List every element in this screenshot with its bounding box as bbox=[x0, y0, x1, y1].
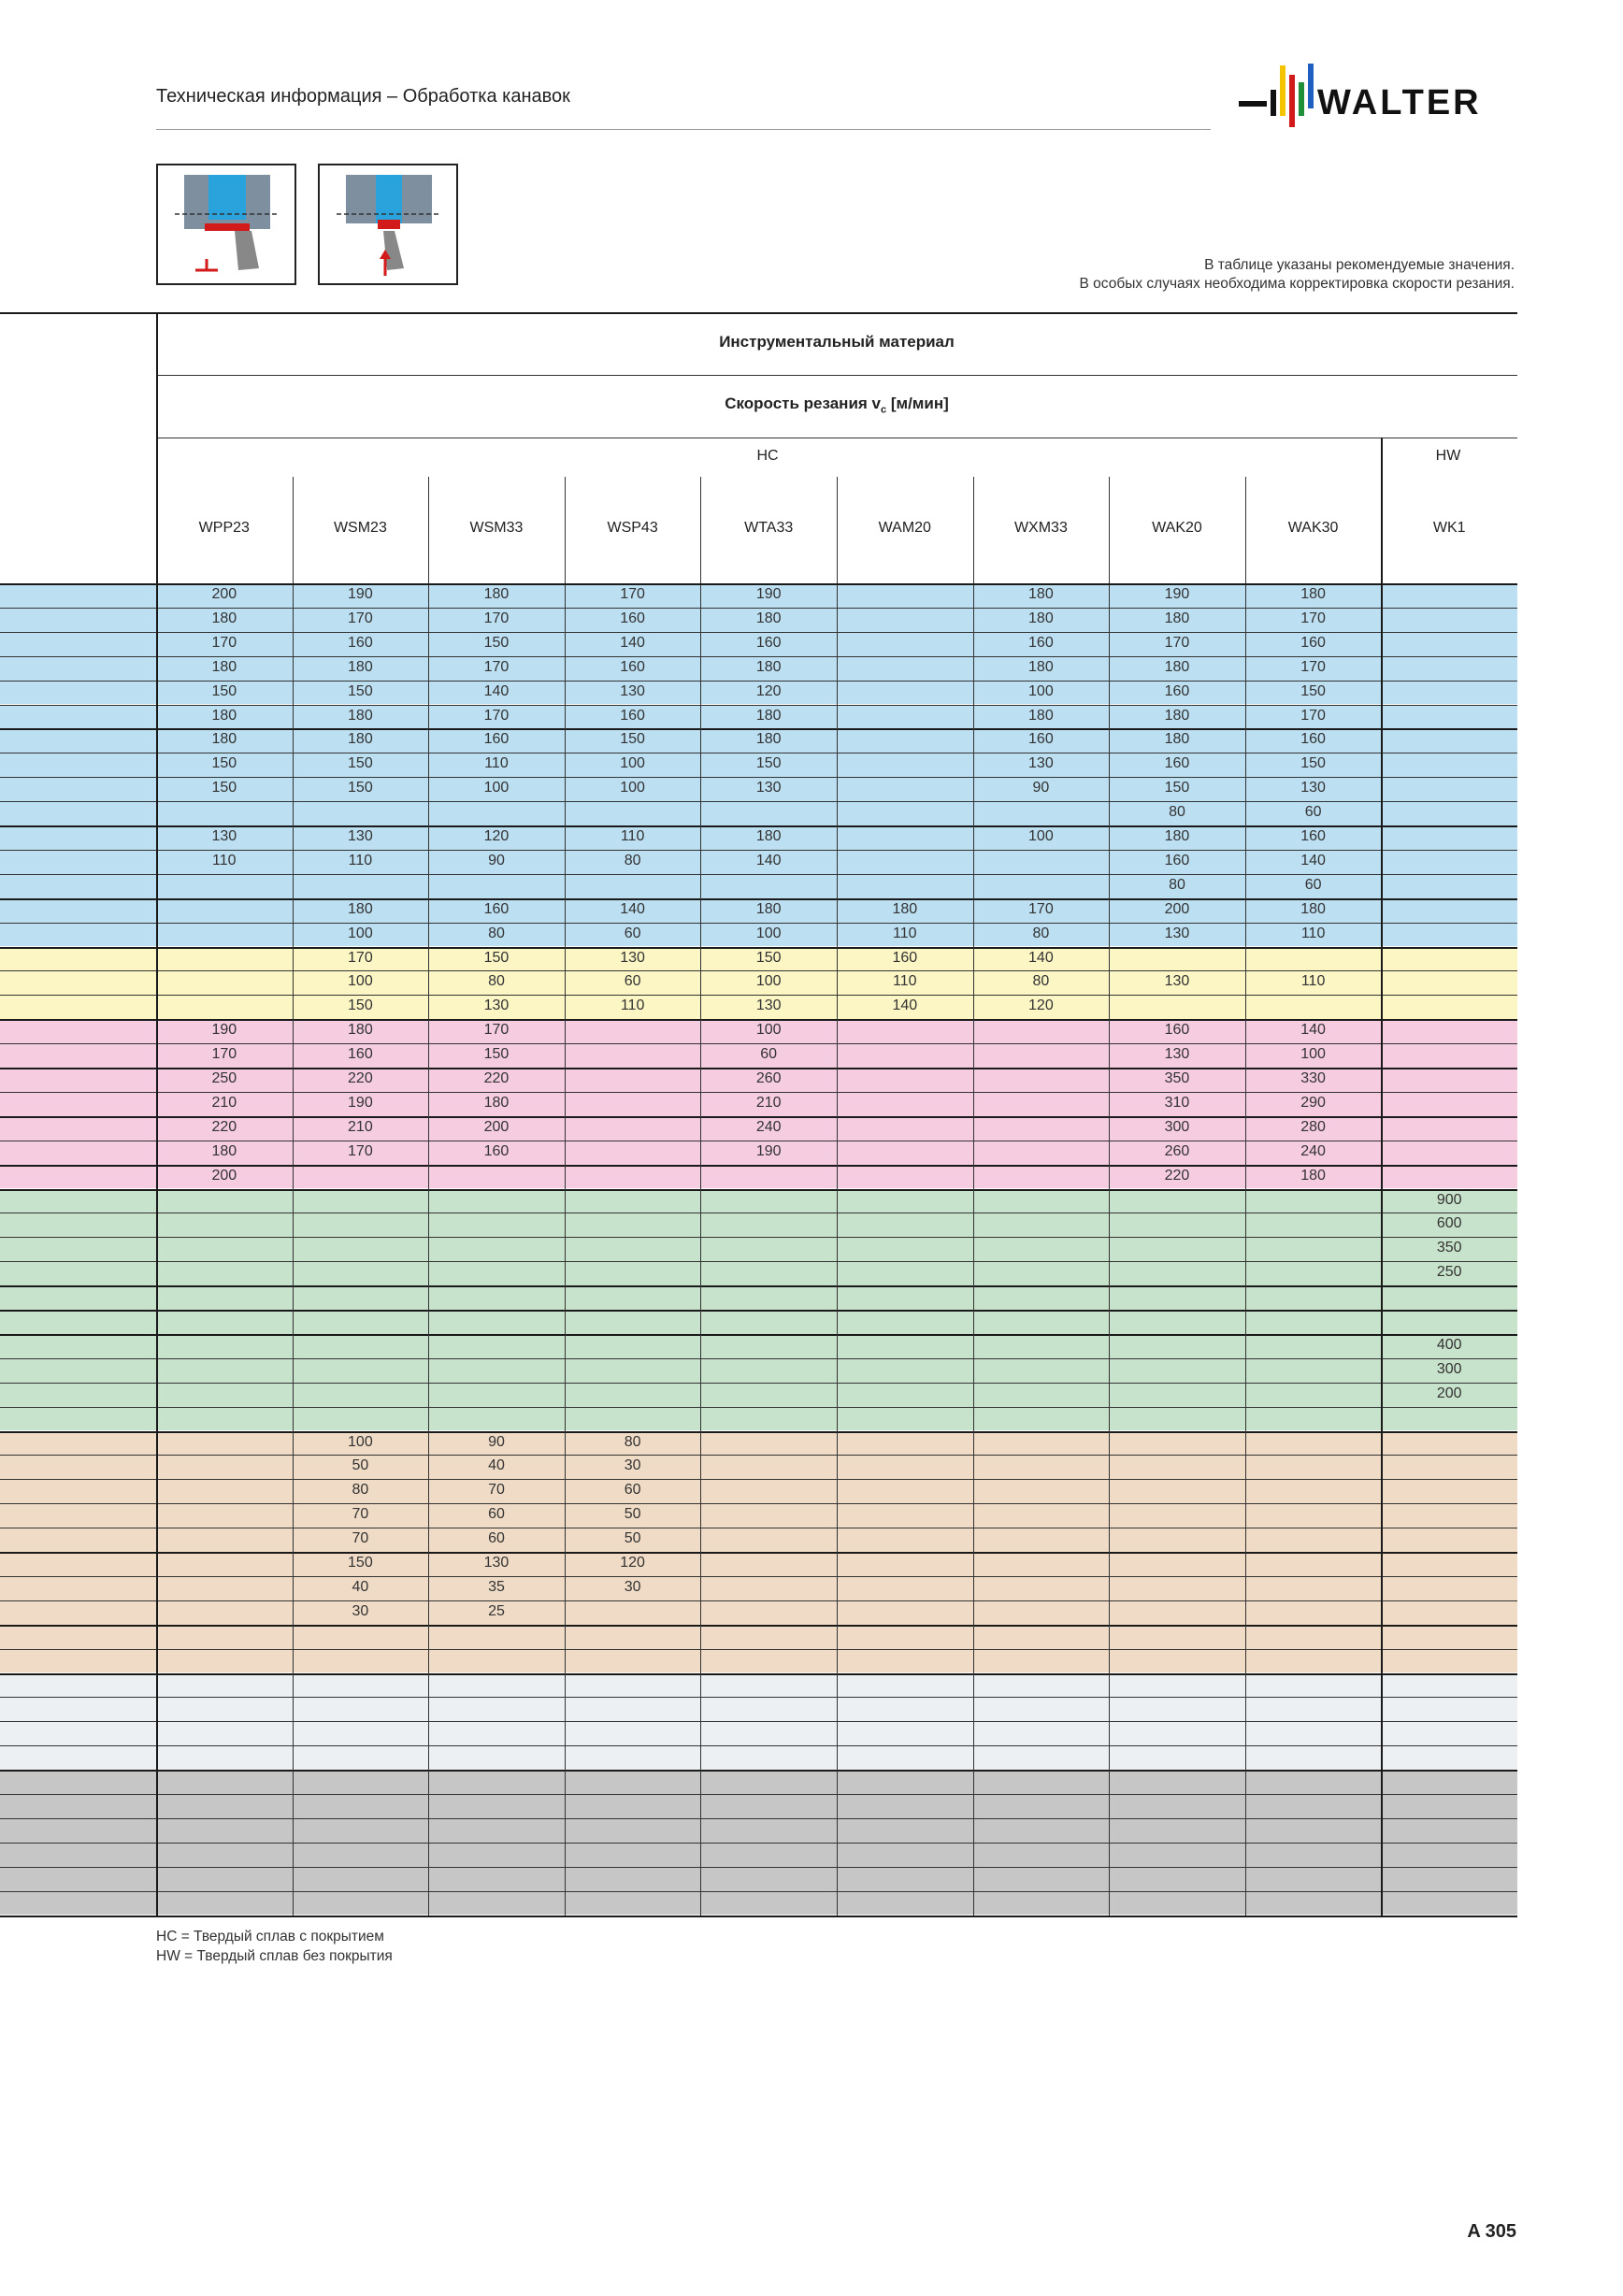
header-rule-caption bbox=[156, 375, 1517, 376]
table-cell: 200 bbox=[1164, 900, 1190, 917]
table-cell: 200 bbox=[483, 1118, 510, 1135]
row-rule bbox=[0, 1334, 1517, 1336]
table-row bbox=[0, 1455, 1517, 1479]
table-cell: 160 bbox=[1164, 852, 1190, 868]
table-cell: 60 bbox=[488, 1506, 505, 1523]
table-cell: 120 bbox=[620, 1555, 645, 1571]
table-caption-tool-material: Инструментальный материал bbox=[719, 333, 955, 351]
table-row bbox=[0, 1867, 1517, 1891]
table-cell: 150 bbox=[348, 682, 373, 699]
table-cell: 120 bbox=[1028, 997, 1054, 1014]
table-cell: 40 bbox=[352, 1578, 369, 1595]
table-cell: 60 bbox=[1304, 876, 1322, 893]
caption-speed-prefix: Скорость резания v bbox=[725, 395, 881, 412]
table-cell: 70 bbox=[488, 1482, 505, 1499]
table-row bbox=[0, 1576, 1517, 1600]
table-cell: 70 bbox=[352, 1530, 369, 1547]
table-cell: 80 bbox=[624, 852, 641, 868]
table-cell: 180 bbox=[1164, 707, 1190, 724]
table-cell: 80 bbox=[488, 925, 505, 941]
table-cell: 60 bbox=[624, 973, 641, 990]
table-cell: 180 bbox=[483, 1094, 510, 1111]
table-cell: 200 bbox=[211, 1167, 237, 1184]
note-line-1: В таблице указаны рекомендуемые значения. bbox=[1204, 257, 1515, 273]
row-rule bbox=[0, 1358, 1517, 1359]
table-cell: 60 bbox=[624, 1482, 641, 1499]
table-row bbox=[0, 1407, 1517, 1431]
table-cell: 180 bbox=[1028, 610, 1054, 626]
column-header-wak30: WAK30 bbox=[1287, 520, 1339, 536]
table-cell: 300 bbox=[1164, 1118, 1190, 1135]
table-row bbox=[0, 1600, 1517, 1625]
table-cell: 220 bbox=[483, 1070, 510, 1086]
table-cell: 80 bbox=[352, 1482, 369, 1499]
table-cell: 180 bbox=[755, 731, 782, 748]
table-row bbox=[0, 1721, 1517, 1745]
table-cell: 150 bbox=[348, 1555, 373, 1571]
table-cell: 190 bbox=[348, 1094, 373, 1111]
table-cell: 40 bbox=[488, 1457, 505, 1474]
table-cell: 150 bbox=[1300, 682, 1326, 699]
column-rule bbox=[565, 477, 566, 1916]
column-header-wsp43: WSP43 bbox=[607, 520, 658, 536]
table-cell: 220 bbox=[348, 1070, 373, 1086]
table-row bbox=[0, 1794, 1517, 1818]
caption-speed-suffix: [м/мин] bbox=[886, 395, 949, 412]
table-row bbox=[0, 1479, 1517, 1503]
table-cell: 180 bbox=[483, 586, 510, 602]
table-cell: 150 bbox=[755, 755, 782, 772]
table-cell: 330 bbox=[1300, 1070, 1326, 1086]
table-cell: 220 bbox=[1164, 1167, 1190, 1184]
column-rule bbox=[293, 477, 294, 1916]
table-cell: 140 bbox=[755, 852, 782, 868]
table-cell: 180 bbox=[1300, 1167, 1326, 1184]
table-cell: 180 bbox=[348, 1022, 373, 1039]
table-cell: 140 bbox=[1300, 1022, 1326, 1039]
table-cell: 180 bbox=[1300, 900, 1326, 917]
column-header-wxm33: WXM33 bbox=[1013, 520, 1068, 536]
table-cell: 150 bbox=[211, 682, 237, 699]
row-rule bbox=[0, 1285, 1517, 1287]
table-cell: 160 bbox=[483, 900, 510, 917]
table-cell: 170 bbox=[1164, 634, 1190, 651]
table-cell: 310 bbox=[1164, 1094, 1190, 1111]
page-title: Техническая информация – Обработка канавок bbox=[156, 86, 570, 107]
table-cell: 160 bbox=[1300, 634, 1326, 651]
row-rule bbox=[0, 1310, 1517, 1312]
table-cell: 600 bbox=[1436, 1215, 1462, 1232]
table-cell: 180 bbox=[1164, 658, 1190, 675]
table-cell: 150 bbox=[348, 780, 373, 796]
column-rule bbox=[973, 477, 974, 1916]
table-cell: 110 bbox=[484, 755, 509, 772]
table-row bbox=[0, 1261, 1517, 1285]
brand-wordmark: WALTER bbox=[1317, 83, 1482, 122]
table-cell: 100 bbox=[348, 925, 373, 941]
column-rule bbox=[1109, 477, 1110, 1916]
table-cell: 180 bbox=[755, 610, 782, 626]
table-cell: 150 bbox=[1300, 755, 1326, 772]
table-cell: 90 bbox=[1032, 780, 1050, 796]
table-cell: 120 bbox=[483, 828, 510, 844]
table-cell: 190 bbox=[1164, 586, 1190, 602]
row-rule bbox=[0, 1479, 1517, 1480]
table-cell: 60 bbox=[760, 1046, 778, 1063]
row-rule bbox=[0, 1843, 1517, 1844]
table-cell: 180 bbox=[211, 658, 237, 675]
table-cell: 80 bbox=[624, 1433, 641, 1450]
table-cell: 130 bbox=[620, 682, 645, 699]
table-cell: 140 bbox=[1028, 949, 1054, 966]
row-rule bbox=[0, 1503, 1517, 1504]
table-cell: 30 bbox=[624, 1578, 641, 1595]
table-row bbox=[0, 1649, 1517, 1673]
table-bottom-rule bbox=[0, 1916, 1517, 1917]
table-cell: 180 bbox=[1164, 610, 1190, 626]
table-cell: 140 bbox=[892, 997, 918, 1014]
caption-speed-sub: c bbox=[881, 404, 887, 416]
table-cell: 60 bbox=[488, 1530, 505, 1547]
table-caption-cutting-speed bbox=[156, 395, 1517, 415]
table-row bbox=[0, 1431, 1517, 1456]
table-cell: 190 bbox=[755, 1142, 782, 1159]
table-cell: 180 bbox=[211, 610, 237, 626]
table-cell: 150 bbox=[483, 634, 510, 651]
table-cell: 180 bbox=[1028, 586, 1054, 602]
table-cell: 240 bbox=[1300, 1142, 1326, 1159]
table-cell: 210 bbox=[211, 1094, 237, 1111]
table-cell: 210 bbox=[348, 1118, 373, 1135]
table-cell: 200 bbox=[1436, 1385, 1462, 1401]
row-rule bbox=[0, 1552, 1517, 1554]
row-rule bbox=[0, 1673, 1517, 1675]
table-cell: 210 bbox=[755, 1094, 782, 1111]
table-cell: 220 bbox=[211, 1118, 237, 1135]
row-rule bbox=[0, 1891, 1517, 1892]
table-cell: 100 bbox=[620, 755, 645, 772]
table-row bbox=[0, 1745, 1517, 1770]
table-cell: 150 bbox=[620, 731, 645, 748]
table-cell: 180 bbox=[211, 707, 237, 724]
table-cell: 80 bbox=[1032, 925, 1050, 941]
table-cell: 130 bbox=[755, 997, 782, 1014]
table-cell: 30 bbox=[624, 1457, 641, 1474]
table-cell: 250 bbox=[211, 1070, 237, 1086]
table-cell: 300 bbox=[1436, 1360, 1462, 1377]
table-row bbox=[0, 1673, 1517, 1698]
table-cell: 260 bbox=[755, 1070, 782, 1086]
table-row bbox=[0, 1383, 1517, 1407]
table-cell: 140 bbox=[483, 682, 510, 699]
table-cell: 90 bbox=[488, 852, 505, 868]
table-row bbox=[0, 1818, 1517, 1843]
table-cell: 100 bbox=[755, 973, 782, 990]
table-cell: 140 bbox=[620, 900, 645, 917]
row-rule bbox=[0, 1455, 1517, 1456]
table-cell: 160 bbox=[348, 1046, 373, 1063]
table-row bbox=[0, 1285, 1517, 1310]
table-cell: 170 bbox=[211, 1046, 237, 1063]
table-cell: 290 bbox=[1300, 1094, 1326, 1111]
table-cell: 280 bbox=[1300, 1118, 1326, 1135]
table-cell: 110 bbox=[620, 997, 645, 1014]
group-label-hc: HC bbox=[756, 448, 779, 464]
row-rule bbox=[0, 1697, 1517, 1698]
table-row bbox=[0, 1503, 1517, 1528]
table-cell: 170 bbox=[1028, 900, 1054, 917]
table-cell: 150 bbox=[755, 949, 782, 966]
table-cell: 180 bbox=[755, 707, 782, 724]
table-cell: 140 bbox=[1300, 852, 1326, 868]
row-rule bbox=[0, 1383, 1517, 1384]
table-cell: 80 bbox=[1032, 973, 1050, 990]
column-rule bbox=[700, 477, 701, 1916]
table-cell: 250 bbox=[1436, 1264, 1462, 1281]
table-cell: 160 bbox=[1300, 731, 1326, 748]
table-cell: 350 bbox=[1164, 1070, 1190, 1086]
column-header-wam20: WAM20 bbox=[878, 520, 931, 536]
row-rule bbox=[0, 1649, 1517, 1650]
row-rule bbox=[0, 1261, 1517, 1262]
table-cell: 170 bbox=[1300, 707, 1326, 724]
table-cell: 160 bbox=[755, 634, 782, 651]
table-cell: 90 bbox=[488, 1433, 505, 1450]
table-row bbox=[0, 1552, 1517, 1576]
table-cell: 130 bbox=[1300, 780, 1326, 796]
table-cell: 100 bbox=[620, 780, 645, 796]
table-row bbox=[0, 1770, 1517, 1794]
table-cell: 180 bbox=[1164, 828, 1190, 844]
table-cell: 170 bbox=[483, 707, 510, 724]
table-row bbox=[0, 1310, 1517, 1334]
table-cell: 160 bbox=[348, 634, 373, 651]
row-rule bbox=[0, 1818, 1517, 1819]
table-cell: 170 bbox=[211, 634, 237, 651]
table-cell: 160 bbox=[483, 1142, 510, 1159]
note-line-2: В особых случаях необходима корректировка скорости резания. bbox=[1079, 276, 1515, 292]
table-cell: 100 bbox=[755, 925, 782, 941]
table-row bbox=[0, 1237, 1517, 1261]
table-cell: 160 bbox=[620, 707, 645, 724]
table-cell: 160 bbox=[620, 658, 645, 675]
row-rule bbox=[0, 1625, 1517, 1627]
table-cell: 180 bbox=[755, 658, 782, 675]
table-cell: 110 bbox=[1300, 925, 1326, 941]
footnotes bbox=[156, 1927, 393, 1966]
table-row bbox=[0, 1891, 1517, 1916]
table-cell: 100 bbox=[1028, 682, 1054, 699]
column-header-wsm33: WSM33 bbox=[469, 520, 524, 536]
table-cell: 180 bbox=[1164, 731, 1190, 748]
table-cell: 170 bbox=[620, 586, 645, 602]
row-rule bbox=[0, 1794, 1517, 1795]
footnote-hc: HC = Твердый сплав с покрытием bbox=[156, 1929, 384, 1944]
table-row bbox=[0, 1189, 1517, 1213]
table-cell: 160 bbox=[1028, 731, 1054, 748]
table-cell: 130 bbox=[1164, 973, 1190, 990]
table-cell: 180 bbox=[348, 731, 373, 748]
table-cell: 170 bbox=[483, 1022, 510, 1039]
table-row bbox=[0, 1334, 1517, 1358]
table-cell: 110 bbox=[893, 973, 917, 990]
table-cell: 60 bbox=[1304, 804, 1322, 821]
table-cell: 130 bbox=[1028, 755, 1054, 772]
table-cell: 170 bbox=[483, 610, 510, 626]
table-cell: 130 bbox=[483, 997, 510, 1014]
table-cell: 150 bbox=[211, 755, 237, 772]
table-cell: 160 bbox=[1164, 1022, 1190, 1039]
column-header-wta33: WTA33 bbox=[744, 520, 794, 536]
row-rule bbox=[0, 1721, 1517, 1722]
table-cell: 120 bbox=[755, 682, 782, 699]
row-rule bbox=[0, 1770, 1517, 1772]
table-cell: 160 bbox=[1300, 828, 1326, 844]
table-cell: 50 bbox=[624, 1506, 641, 1523]
column-header-wk1: WK1 bbox=[1432, 520, 1466, 536]
table-cell: 100 bbox=[483, 780, 510, 796]
table-cell: 190 bbox=[348, 586, 373, 602]
table-cell: 30 bbox=[352, 1602, 369, 1619]
table-cell: 150 bbox=[1164, 780, 1190, 796]
table-cell: 100 bbox=[1028, 828, 1054, 844]
table-cell: 130 bbox=[348, 828, 373, 844]
table-cell: 100 bbox=[348, 973, 373, 990]
table-cell: 160 bbox=[1164, 682, 1190, 699]
table-cell: 150 bbox=[211, 780, 237, 796]
table-cell: 130 bbox=[211, 828, 237, 844]
column-header-wpp23: WPP23 bbox=[198, 520, 250, 536]
table-cell: 110 bbox=[620, 828, 645, 844]
column-header-wsm23: WSM23 bbox=[333, 520, 387, 536]
table-cell: 50 bbox=[624, 1530, 641, 1547]
table-cell: 180 bbox=[211, 731, 237, 748]
table-cell: 25 bbox=[488, 1602, 505, 1619]
table-cell: 170 bbox=[348, 610, 373, 626]
table-cell: 50 bbox=[352, 1457, 369, 1474]
row-rule bbox=[0, 1189, 1517, 1191]
column-rule bbox=[837, 477, 838, 1916]
table-cell: 110 bbox=[348, 852, 373, 868]
table-cell: 130 bbox=[620, 949, 645, 966]
table-cell: 150 bbox=[348, 755, 373, 772]
table-cell: 180 bbox=[348, 900, 373, 917]
table-cell: 80 bbox=[1169, 876, 1185, 893]
table-cell: 350 bbox=[1436, 1240, 1462, 1256]
table-cell: 180 bbox=[211, 1142, 237, 1159]
column-rule bbox=[428, 477, 429, 1916]
table-cell: 160 bbox=[892, 949, 918, 966]
table-cell: 160 bbox=[483, 731, 510, 748]
table-cell: 80 bbox=[1169, 804, 1185, 821]
table-cell: 190 bbox=[755, 586, 782, 602]
table-cell: 35 bbox=[488, 1578, 505, 1595]
table-cell: 100 bbox=[348, 1433, 373, 1450]
table-row bbox=[0, 1697, 1517, 1721]
row-rule bbox=[0, 1745, 1517, 1746]
table-cell: 70 bbox=[352, 1506, 369, 1523]
table-cell: 170 bbox=[348, 949, 373, 966]
table-cell: 170 bbox=[348, 1142, 373, 1159]
table-cell: 180 bbox=[348, 658, 373, 675]
table-cell: 180 bbox=[1028, 658, 1054, 675]
column-rule bbox=[1381, 438, 1383, 1916]
table-cell: 180 bbox=[892, 900, 918, 917]
table-cell: 240 bbox=[755, 1118, 782, 1135]
table-cell: 170 bbox=[1300, 658, 1326, 675]
header-rule-bottom bbox=[0, 583, 1517, 585]
group-label-hw: HW bbox=[1435, 448, 1461, 464]
table-cell: 140 bbox=[620, 634, 645, 651]
table-row bbox=[0, 1213, 1517, 1237]
row-rule bbox=[0, 1600, 1517, 1601]
table-cell: 900 bbox=[1436, 1191, 1462, 1208]
table-cell: 100 bbox=[755, 1022, 782, 1039]
table-cell: 160 bbox=[620, 610, 645, 626]
table-cell: 150 bbox=[483, 949, 510, 966]
table-row bbox=[0, 1843, 1517, 1867]
table-cell: 170 bbox=[483, 658, 510, 675]
table-cell: 60 bbox=[624, 925, 641, 941]
table-cell: 130 bbox=[1164, 1046, 1190, 1063]
table-cell: 110 bbox=[212, 852, 237, 868]
table-cell: 180 bbox=[1028, 707, 1054, 724]
table-cell: 180 bbox=[755, 900, 782, 917]
table-cell: 200 bbox=[211, 586, 237, 602]
table-cell: 160 bbox=[1164, 755, 1190, 772]
table-cell: 180 bbox=[348, 707, 373, 724]
row-rule bbox=[0, 1407, 1517, 1408]
table-cell: 110 bbox=[1300, 973, 1326, 990]
row-rule bbox=[0, 1237, 1517, 1238]
column-rule bbox=[1245, 477, 1246, 1916]
table-cell: 130 bbox=[1164, 925, 1190, 941]
table-cell: 190 bbox=[211, 1022, 237, 1039]
table-cell: 400 bbox=[1436, 1336, 1462, 1353]
row-rule bbox=[0, 1576, 1517, 1577]
column-header-wak20: WAK20 bbox=[1152, 520, 1202, 536]
row-rule bbox=[0, 1867, 1517, 1868]
table-cell: 160 bbox=[1028, 634, 1054, 651]
header-rule-top bbox=[0, 312, 1517, 314]
table-cell: 130 bbox=[483, 1555, 510, 1571]
table-cell: 150 bbox=[483, 1046, 510, 1063]
table-row bbox=[0, 1358, 1517, 1383]
table-row bbox=[0, 1625, 1517, 1649]
table-cell: 100 bbox=[1300, 1046, 1326, 1063]
table-cell: 170 bbox=[1300, 610, 1326, 626]
column-rule bbox=[156, 312, 158, 1916]
page-number: A 305 bbox=[1467, 2221, 1516, 2242]
table-cell: 180 bbox=[1300, 586, 1326, 602]
table-cell: 110 bbox=[893, 925, 917, 941]
table-cell: 130 bbox=[755, 780, 782, 796]
row-rule bbox=[0, 1431, 1517, 1433]
table-cell: 80 bbox=[488, 973, 505, 990]
table-row bbox=[0, 1528, 1517, 1552]
table-cell: 260 bbox=[1164, 1142, 1190, 1159]
footnote-hw: HW = Твердый сплав без покрытия bbox=[156, 1948, 393, 1964]
table-cell: 180 bbox=[755, 828, 782, 844]
table-cell: 150 bbox=[348, 997, 373, 1014]
